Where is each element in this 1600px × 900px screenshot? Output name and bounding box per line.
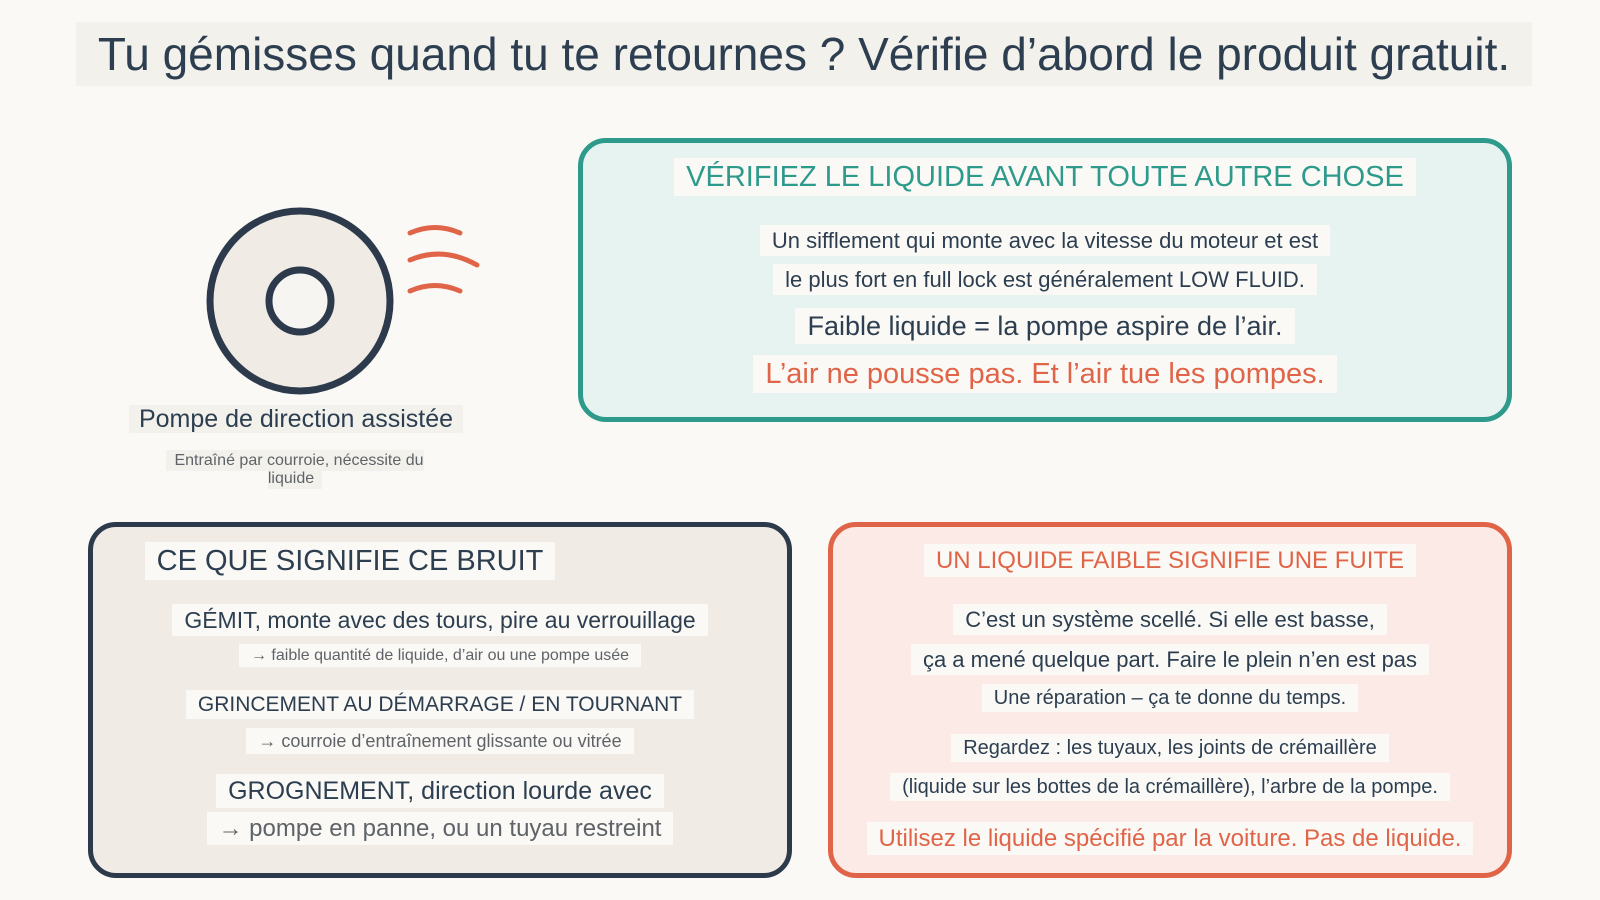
pump-label: Pompe de direction assistée (116, 398, 476, 440)
leak-text-line: (liquide sur les bottes de la crémaillère), l’arbre de la pompe. (833, 776, 1507, 799)
fluid-text-line: le plus fort en full lock est généralement LOW FLUID. (583, 267, 1507, 293)
leak-warning-line: Utilisez le liquide spécifié par la voiture. Pas de liquide. (833, 825, 1507, 853)
pump-pulley-icon (195, 200, 495, 400)
page-title: Tu gémisses quand tu te retournes ? Vérifie d’abord le produit gratuit. (76, 22, 1532, 86)
fluid-warning-line: L’air ne pousse pas. Et l’air tue les pompes. (583, 358, 1507, 391)
noise-item: GÉMIT, monte avec des tours, pire au verrouillage (93, 607, 787, 634)
noise-wave-icon (410, 286, 460, 292)
leak-text-line: Une réparation – ça te donne du temps. (833, 687, 1507, 710)
fluid-text-line: Un sifflement qui monte avec la vitesse du moteur et est (583, 228, 1507, 254)
noise-wave-icon (410, 254, 477, 265)
leak-panel (828, 522, 1512, 878)
noise-heading: CE QUE SIGNIFIE CE BRUIT (93, 545, 607, 578)
noise-meaning-panel (88, 522, 792, 878)
leak-text-line: Regardez : les tuyaux, les joints de crémaillère (833, 737, 1507, 760)
pump-sublabel: Entraîné par courroie, nécessite du liquide (140, 452, 450, 488)
noise-item: GROGNEMENT, direction lourde avec (93, 777, 787, 806)
check-fluid-panel (578, 138, 1512, 422)
noise-wave-icon (410, 228, 460, 234)
noise-item-note: → faible quantité de liquide, d’air ou une pompe usée (93, 647, 787, 665)
pulley-hub (269, 270, 331, 332)
leak-heading: UN LIQUIDE FAIBLE SIGNIFIE UNE FUITE (833, 547, 1507, 575)
leak-text-line: ça a mené quelque part. Faire le plein n’en est pas (833, 647, 1507, 673)
noise-item-note: → courroie d’entraînement glissante ou vitrée (93, 731, 787, 752)
fluid-emphasis-line: Faible liquide = la pompe aspire de l’air. (583, 311, 1507, 342)
leak-text-line: C’est un système scellé. Si elle est basse, (833, 607, 1507, 633)
noise-item-note: → pompe en panne, ou un tuyau restreint (93, 815, 787, 843)
noise-item: GRINCEMENT AU DÉMARRAGE / EN TOURNANT (93, 693, 787, 717)
fluid-heading: VÉRIFIEZ LE LIQUIDE AVANT TOUTE AUTRE CHOSE (583, 161, 1507, 194)
